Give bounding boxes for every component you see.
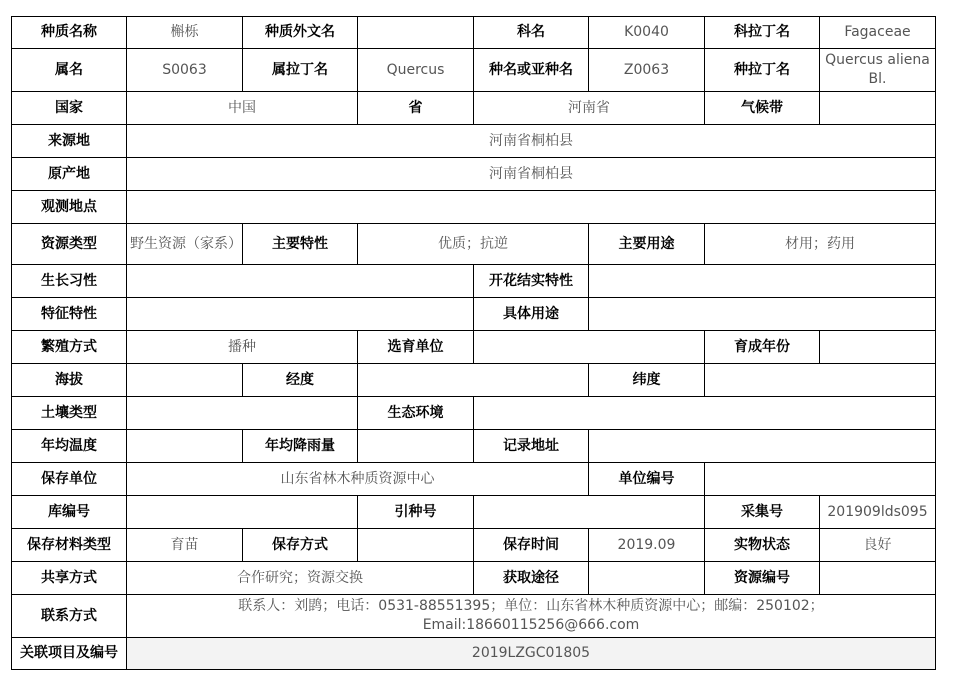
longitude-label: 经度 [243,364,358,397]
keeper-label: 保存单位 [12,463,127,496]
table-row [12,638,936,670]
share-value: 合作研究；资源交换 [127,562,474,595]
temp-label: 年均温度 [12,430,127,463]
main-traits-label: 主要特性 [243,224,358,265]
growth-habit-label: 生长习性 [12,265,127,298]
intro-no-label: 引种号 [358,496,474,529]
soil-value [127,397,358,430]
species-label: 种名或亚种名 [474,49,589,92]
table-row [12,158,936,191]
observation-site-label: 观测地点 [12,191,127,224]
germplasm-name-value: 槲栎 [127,17,243,49]
foreign-name-value [358,17,474,49]
province-label: 省 [358,92,474,125]
state-label: 实物状态 [705,529,820,562]
genus-label: 属名 [12,49,127,92]
acquire-label: 获取途径 [474,562,589,595]
acquire-value [589,562,705,595]
temp-value [127,430,243,463]
project-label: 关联项目及编号 [12,638,127,670]
main-traits-value: 优质；抗逆 [358,224,589,265]
family-value: K0040 [589,17,705,49]
observation-site-value [127,191,936,224]
table-row [12,364,936,397]
contact-line-1: 联系人：刘鹍；电话：0531-88551395；单位：山东省林木种质资源中心；邮编：250102； [238,598,824,614]
keep-time-value: 2019.09 [589,529,705,562]
contact-line-2: Email:18660115256@666.com [422,617,640,633]
propagation-value: 播种 [127,331,358,364]
propagation-label: 繁殖方式 [12,331,127,364]
specific-use-value [589,298,936,331]
origin-value: 河南省桐柏县 [127,158,936,191]
province-value: 河南省 [474,92,705,125]
breeding-year-label: 育成年份 [705,331,820,364]
family-latin-label: 科拉丁名 [705,17,820,49]
unit-no-label: 单位编号 [589,463,705,496]
state-value: 良好 [820,529,936,562]
table-row [12,430,936,463]
keep-method-label: 保存方式 [243,529,358,562]
ecology-label: 生态环境 [358,397,474,430]
germplasm-record-sheet [11,16,935,670]
store-no-label: 库编号 [12,496,127,529]
climate-value [820,92,936,125]
foreign-name-label: 种质外文名 [243,17,358,49]
collect-no-label: 采集号 [705,496,820,529]
family-latin-value: Fagaceae [820,17,936,49]
table-row [12,265,936,298]
country-label: 国家 [12,92,127,125]
collect-no-value: 201909lds095 [820,496,936,529]
climate-label: 气候带 [705,92,820,125]
specific-use-label: 具体用途 [474,298,589,331]
table-row [12,92,936,125]
table-row [12,298,936,331]
rain-label: 年均降雨量 [243,430,358,463]
resource-no-label: 资源编号 [705,562,820,595]
table-row [12,595,936,638]
resource-type-value: 野生资源（家系） [127,224,243,265]
table-row [12,463,936,496]
species-latin-value: Quercus aliena Bl. [820,49,936,92]
altitude-label: 海拔 [12,364,127,397]
table-row [12,331,936,364]
ecology-value [474,397,936,430]
germplasm-name-label: 种质名称 [12,17,127,49]
resource-no-value [820,562,936,595]
source-label: 来源地 [12,125,127,158]
table-row [12,17,936,49]
source-value: 河南省桐柏县 [127,125,936,158]
country-value: 中国 [127,92,358,125]
keep-method-value [358,529,474,562]
resource-type-label: 资源类型 [12,224,127,265]
species-value: Z0063 [589,49,705,92]
features-value [127,298,474,331]
genus-latin-value: Quercus [358,49,474,92]
rain-value [358,430,474,463]
breeding-year-value [820,331,936,364]
table-row [12,529,936,562]
record-addr-value [589,430,936,463]
table-row [12,562,936,595]
main-use-value: 材用；药用 [705,224,936,265]
latitude-label: 纬度 [589,364,705,397]
latitude-value [705,364,936,397]
family-label: 科名 [474,17,589,49]
material-type-label: 保存材料类型 [12,529,127,562]
table-row [12,224,936,265]
store-no-value [127,496,358,529]
germplasm-table [11,16,936,670]
unit-no-value [705,463,936,496]
project-value: 2019LZGC01805 [127,638,936,670]
soil-label: 土壤类型 [12,397,127,430]
table-row [12,125,936,158]
table-row [12,397,936,430]
table-row [12,496,936,529]
altitude-value [127,364,243,397]
share-label: 共享方式 [12,562,127,595]
breeding-unit-value [474,331,705,364]
features-label: 特征特性 [12,298,127,331]
main-use-label: 主要用途 [589,224,705,265]
table-row [12,49,936,92]
genus-value: S0063 [127,49,243,92]
breeding-unit-label: 选育单位 [358,331,474,364]
species-latin-label: 种拉丁名 [705,49,820,92]
origin-label: 原产地 [12,158,127,191]
table-row [12,191,936,224]
contact-label: 联系方式 [12,595,127,638]
record-addr-label: 记录地址 [474,430,589,463]
genus-latin-label: 属拉丁名 [243,49,358,92]
flowering-label: 开花结实特性 [474,265,589,298]
growth-habit-value [127,265,474,298]
flowering-value [589,265,936,298]
keeper-value: 山东省林木种质资源中心 [127,463,589,496]
intro-no-value [474,496,705,529]
material-type-value: 育苗 [127,529,243,562]
contact-value [127,595,936,638]
longitude-value [358,364,589,397]
keep-time-label: 保存时间 [474,529,589,562]
